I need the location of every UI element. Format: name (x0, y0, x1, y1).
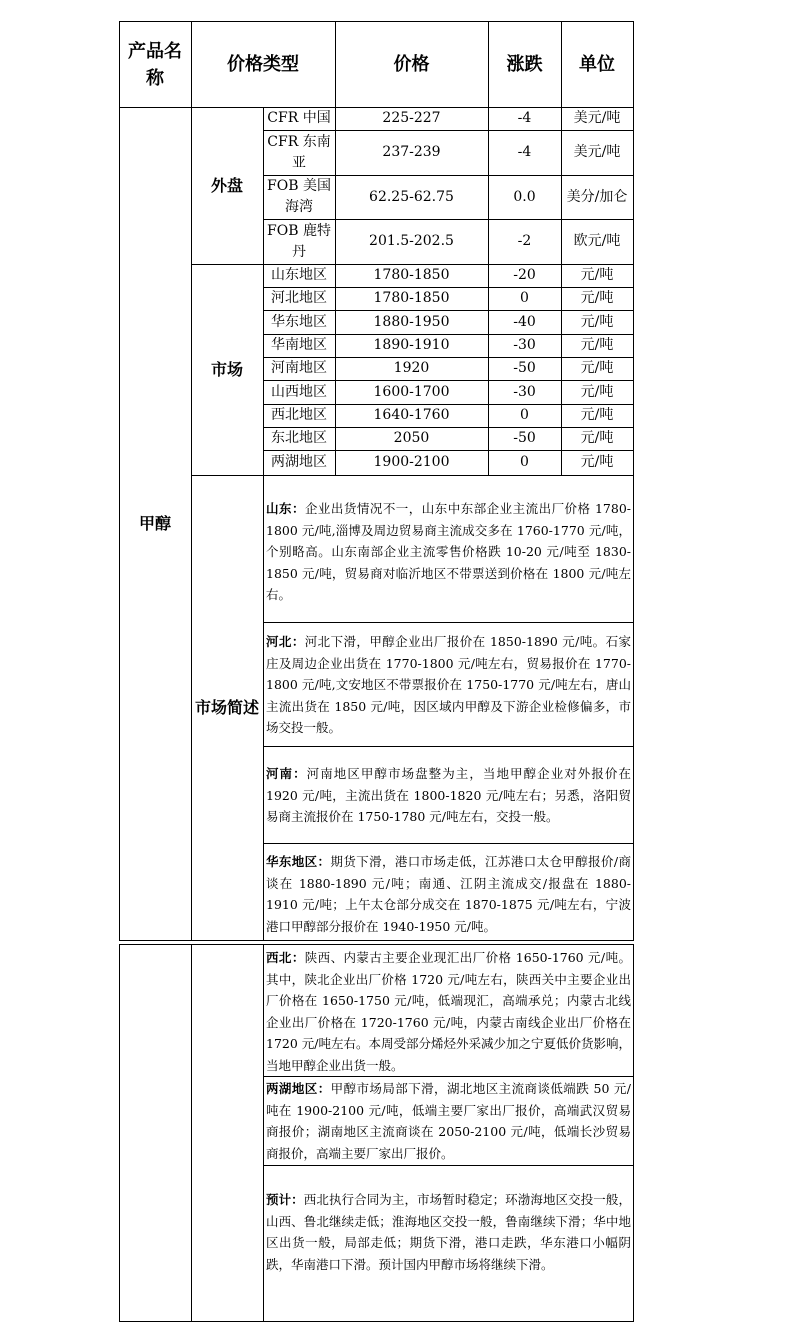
row-unit: 元/吨 (580, 383, 614, 400)
row-type: CFR 中国 (267, 110, 331, 126)
row-change: -2 (517, 233, 532, 249)
group-foreign: 外盘 (210, 176, 243, 195)
row-price: 2050 (393, 430, 430, 446)
row-change: -30 (513, 383, 536, 400)
summary-text: 河北下滑，甲醇企业出厂报价在 1850-1890 元/吨。石家庄及周边企业出货在 1770-1800 元/吨左右，贸易报价在 1770-1800 元/吨,文安地区不带票报价在 1750-1770 元/吨左右，唐山主流出货在 1850 元/吨，因区域内甲醇及下游企业检修偏多，市场交投一般。 (266, 634, 631, 735)
row-type: 河南地区 (271, 360, 327, 376)
row-unit: 美分/加仑 (566, 188, 628, 205)
summary-region: 山东： (266, 501, 305, 516)
row-price: 201.5-202.5 (369, 233, 454, 249)
row-price: 1640-1760 (373, 407, 450, 423)
summary-text: 期货下滑，港口市场走低，江苏港口太仓甲醇报价/商谈在 1880-1890 元/吨；南通、江阴主流成交/报盘在 1880-1910 元/吨；上午太仓部分成交在 1870-1875 元/吨左右，宁波港口甲醇部分报价在 1940-1950 元/吨。 (266, 854, 631, 934)
summary-region: 河北： (266, 634, 305, 649)
summary-region: 两湖地区： (266, 1081, 331, 1096)
row-unit: 元/吨 (580, 267, 614, 283)
row-price: 1900-2100 (373, 454, 450, 470)
summary-text: 陕西、内蒙古主要企业现汇出厂价格 1650-1760 元/吨。其中，陕北企业出厂价格 1720 元/吨左右，陕西关中主要企业出厂价格在 1650-1750 元/吨，低端现汇，高端承兑；内蒙古北线企业出厂价格在 1720-1760 元/吨，内蒙古南线企业出厂价格在 1720 元/吨左右。本周受部分烯烃外采减少加之宁夏低价货影响，当地甲醇企业出货一般。 (266, 950, 631, 1073)
row-unit: 元/吨 (580, 337, 614, 353)
summary-text: 河南地区甲醇市场盘整为主，当地甲醇企业对外报价在 1920 元/吨，主流出货在 1800-1820 元/吨左右；另悉，洛阳贸易商主流报价在 1750-1780 元/吨左右，交投一般。 (266, 766, 631, 824)
summary-hebei (264, 631, 633, 739)
header-price-type: 价格类型 (227, 53, 299, 75)
row-unit: 美元/吨 (573, 144, 621, 160)
row-price: 1920 (393, 360, 430, 376)
row-unit: 元/吨 (580, 313, 614, 330)
summary-shandong (264, 498, 633, 606)
summary-region: 预计： (266, 1192, 304, 1207)
row-unit: 元/吨 (580, 290, 614, 306)
row-change: -50 (513, 430, 536, 446)
row-unit: 美元/吨 (573, 110, 621, 126)
row-change: 0 (520, 407, 529, 423)
row-change: -4 (517, 144, 532, 160)
row-type: FOB 鹿特丹 (267, 222, 331, 260)
row-type: 山东地区 (271, 267, 327, 283)
row-unit: 元/吨 (580, 360, 614, 376)
row-change: -30 (513, 337, 536, 353)
summary-region: 华东地区： (266, 854, 331, 869)
row-type: 两湖地区 (271, 454, 327, 470)
row-price: 1880-1950 (373, 313, 450, 330)
row-price: 1780-1850 (373, 290, 450, 306)
summary-text: 甲醇市场局部下滑，湖北地区主流商谈低端跌 50 元/吨在 1900-2100 元/吨，低端主要厂家出厂报价，高端武汉贸易商报价；湖南地区主流商谈在 2050-2100 元/吨，低端长沙贸易商报价，高端主要厂家出厂报价。 (266, 1081, 631, 1161)
row-change: -20 (513, 267, 536, 283)
group-market: 市场 (210, 360, 243, 379)
summary-henan (264, 763, 633, 828)
row-type: CFR 东南亚 (267, 133, 331, 171)
row-type: 华南地区 (271, 337, 327, 353)
header-change: 涨跌 (506, 53, 543, 75)
row-type: 山西地区 (271, 383, 327, 400)
row-type: 河北地区 (271, 290, 327, 306)
row-unit: 元/吨 (580, 454, 614, 470)
row-change: 0.0 (513, 188, 536, 205)
row-unit: 元/吨 (580, 430, 614, 446)
row-price: 225-227 (382, 110, 441, 126)
summary-text: 西北执行合同为主，市场暂时稳定；环渤海地区交投一般，山西、鲁北继续走低；淮海地区交投一般，鲁南继续下滑；华中地区出货一般，局部走低；期货下滑，港口走跌，华东港口小幅阴跌，华南港口下滑。预计国内甲醇市场将继续下滑。 (266, 1192, 631, 1272)
header-product: 产品名称 (128, 41, 182, 89)
summary-forecast (264, 1189, 633, 1275)
product-name: 甲醇 (138, 514, 171, 533)
row-change: -40 (513, 313, 536, 330)
header-unit: 单位 (579, 53, 615, 75)
summary-region: 西北： (266, 950, 305, 965)
row-type: 华东地区 (271, 313, 327, 330)
summary-huadong (264, 851, 633, 937)
group-summary: 市场简述 (194, 698, 259, 717)
row-price: 1600-1700 (373, 383, 450, 400)
row-type: 西北地区 (271, 407, 327, 423)
row-price: 237-239 (382, 144, 441, 160)
summary-text: 企业出货情况不一，山东中东部企业主流出厂价格 1780-1800 元/吨,淄博及周边贸易商主流成交多在 1760-1770 元/吨，个别略高。山东南部企业主流零售价格跌 10-20 元/吨至 1830-1850 元/吨，贸易商对临沂地区不带票送到价格在 1800 元/吨左右。 (266, 501, 631, 602)
summary-lianghu (264, 1078, 633, 1164)
row-type: FOB 美国海湾 (267, 178, 331, 215)
row-change: -4 (517, 110, 532, 126)
row-type: 东北地区 (271, 430, 327, 446)
summary-xibei (264, 947, 633, 1076)
row-unit: 欧元/吨 (573, 233, 621, 249)
row-change: -50 (513, 360, 536, 376)
header-price: 价格 (393, 53, 430, 75)
row-price: 62.25-62.75 (369, 188, 454, 205)
summary-region: 河南： (266, 766, 307, 781)
row-change: 0 (520, 290, 529, 306)
row-price: 1780-1850 (373, 267, 450, 283)
row-price: 1890-1910 (373, 337, 450, 353)
row-change: 0 (520, 454, 529, 470)
row-unit: 元/吨 (580, 407, 614, 423)
